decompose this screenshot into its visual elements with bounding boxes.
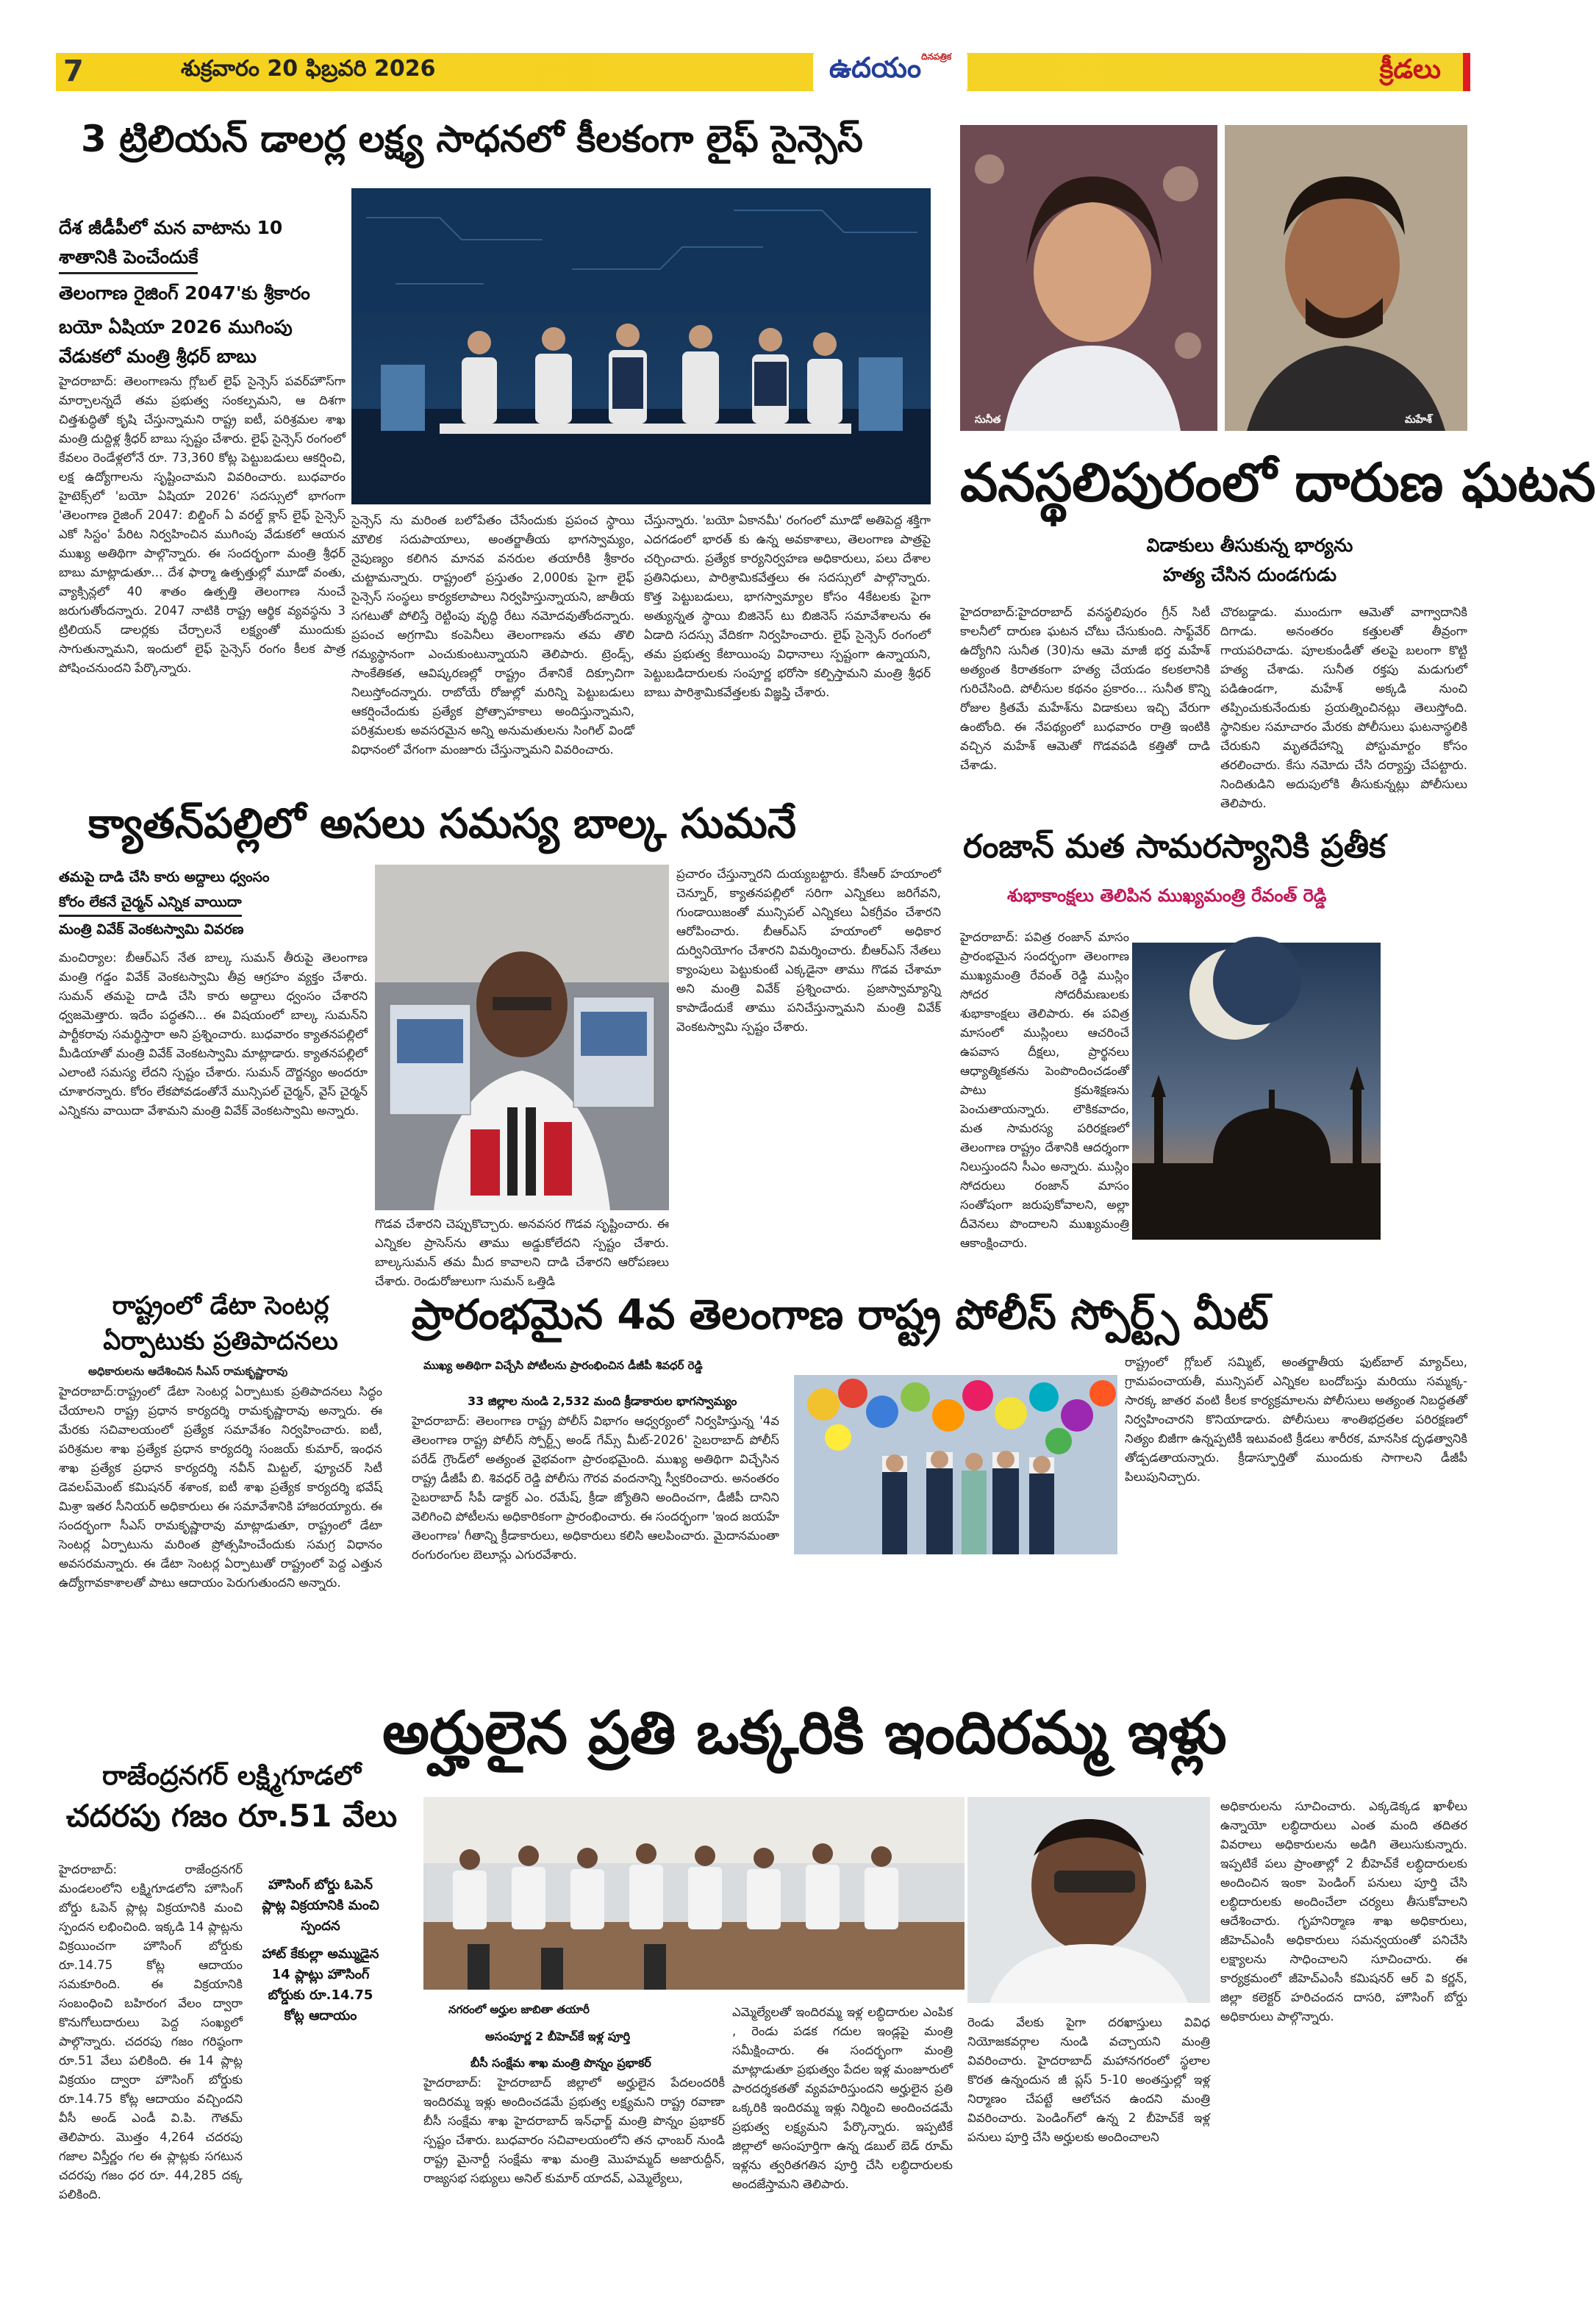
- story5-col-1: హైదరాబాద్:రాష్ట్రంలో డేటా సెంటర్ల ఏర్పాటుకు ప్రతిపాదనలు సిద్ధం చేయాలని రాష్ట్ర ప్రధాన కార్యదర్శి రామకృష్ణారావు అన్నారు. ఈ మేరకు సచివాలయంలో ప్రత్యేక సమావేశం నిర్వహించారు. ఐటీ, పరిశ్రమల శాఖ ప్రత్యేక ప్రధాన కార్యదర్శి సంజయ్ కుమార్, ఇంధన శాఖ ప్రత్యేక ప్రధాన కార్యదర్శి నవీన్ మిట్టల్, ఫ్యూచర్ సిటీ డెవలప్‌మెంట్ కమిషనర్ శశాంక, ఐటీ శాఖ ప్రత్యేక కార్యదర్శి భవేష్ మిశ్రా ఇతర సీనియర్ అధికారులు ఈ సమావేశానికి హాజరయ్యారు. ఈ సందర్భంగా సీఎస్ రామకృష్ణారావు మాట్లాడుతూ, రాష్ట్రంలో డేటా సెంటర్ల ఏర్పాటును మరింత ప్రోత్సహించేందుకు సమగ్ర విధానం అవసరమన్నారు. ఈ డేటా సెంటర్ల ఏర్పాటుతో రాష్ట్రంలో పెద్ద ఎత్తున ఉద్యోగావకాశాలతో పాటు ఆదాయం పెరుగుతుందని అన్నారు.: [59, 1385, 382, 1590]
- story8-headline: [59, 1757, 404, 1837]
- story6-subhead-1: ముఖ్య అతిథిగా విచ్చేసి పోటీలను ప్రారంభించిన డీజీపీ శివధర్ రెడ్డి: [423, 1359, 703, 1372]
- ramadan-moon-photo: [1132, 943, 1381, 1240]
- story1-col-3: చేస్తున్నారు. 'బయో ఏకానమీ' రంగంలో మూడో అతిపెద్ద శక్తిగా ఎదగడంలో భారత్ కు ఉన్న అవకాశాలు, తెలంగాణ పాత్రపై చర్చించారు. ప్రత్యేక కార్యనిర్వహణ అధికారులు, పలు దేశాల ప్రతినిధులు, పారిశ్రామికవేత్తలు ఈ సదస్సులో పాల్గొన్నారు. కొత్త పెట్టుబడులు, భాగస్వామ్యాల కోసం 4కేటలకు పైగా అత్యున్నత స్థాయి బిజినెస్ టు బిజినెస్ సమావేశాలను ఈ ఏడాది సదస్సు వేదికగా నిర్వహించారు. లైఫ్ సైన్సెస్ రంగంలో తమ ప్రభుత్వ కేటాయింపు విధానాలు స్పష్టంగా ఉన్నాయని, పెట్టుబడిదారులకు సంపూర్ణ భరోసా కల్పిస్తామని మంత్రి శ్రీధర్ బాబు పారిశ్రామికవేత్తలకు విజ్ఞప్తి చేశారు.: [644, 513, 931, 699]
- logo-tagline: దినపత్రిక: [921, 51, 952, 62]
- story1-sub-1: దేశ జీడీపీలో మన వాటాను 10: [59, 217, 283, 238]
- story8-box-line-6: బోర్డుకు రూ.14.75: [268, 1987, 373, 2003]
- accused-caption: మహేశ్: [1405, 414, 1432, 426]
- section-name: క్రీడలు: [1379, 54, 1441, 85]
- story1-col-1: హైదరాబాద్: తెలంగాణను గ్లోబల్ లైఫ్ సైన్సెస్ పవర్‌హౌస్‌గా మార్చాలన్నదే తమ ప్రభుత్వ సంకల్పమని, ఆ దిశగా చిత్తశుద్ధితో కృషి చేస్తున్నామని రాష్ట్ర ఐటీ, పరిశ్రమల శాఖ మంత్రి దుద్దిళ్ల శ్రీధర్ బాబు స్పష్టం చేశారు. లైఫ్ సైన్సెస్ రంగంలో కేవలం రెండేళ్లలోనే రూ. 73,360 కోట్ల పెట్టుబడులు ఆకర్షించి, లక్ష ఉద్యోగాలను సృష్టించామని వివరించారు. బుధవారం హైటెక్స్‌లో 'బయో ఏషియా 2026' సదస్సులో భాగంగా 'తెలంగాణ రైజింగ్ 2047: బిల్డింగ్ ఏ వరల్డ్ క్లాస్ లైఫ్ సైన్సెస్ ఎకో సిస్టం' పేరిట నిర్వహించిన ముగింపు వేడుకలో ఆయన ముఖ్య అతిథిగా పాల్గొన్నారు. ఈ సందర్భంగా మంత్రి శ్రీధర్ బాబు మాట్లాడుతూ... దేశ ఫార్మా ఉత్పత్తుల్లో మూడో వంతు, వ్యాక్సిన్లలో 40 శాతం ఉత్పత్తి తెలంగాణ నుంచే జరుగుతోందన్నారు. 2047 నాటికి రాష్ట్ర ఆర్థిక వ్యవస్థను 3 ట్రిలియన్ డాలర్లకు చేర్చాలనే లక్ష్యంతో ముందుకు సాగుతున్నామని, ఇందులో లైఫ్ సైన్సెస్ రంగం కీలక పాత్ర పోషించనుందని పేర్కొన్నారు.: [59, 374, 346, 675]
- story8-box-line-7: కోట్ల ఆదాయం: [284, 2008, 357, 2023]
- story2-subheads: [1044, 531, 1456, 590]
- victim-photo: [960, 125, 1217, 431]
- story8-box-line-5: 14 ప్లాట్లు హౌసింగ్: [271, 1967, 370, 1982]
- story1-sub-2: శాతానికి పెంచేందుకే: [59, 243, 198, 274]
- story1-sub-3: తెలంగాణ రైజింగ్ 2047'కు శ్రీకారం: [59, 282, 310, 304]
- story6-col-2: రాష్ట్రంలో గ్లోబల్ సమ్మిట్, అంతర్జాతీయ ఫుట్‌బాల్ మ్యాచ్‌లు, గ్రామపంచాయతీ, మున్సిపల్ ఎన్నికల బందోబస్తు మరియు సమ్మక్క-సారక్క జాతర వంటి కీలక కార్యక్రమాలను పోలీసులు అత్యంత నిబద్ధతతో నిర్వహించారని కొనియాడారు. పోలీసులు శాంతిభద్రతల పరిరక్షణలో నిత్యం బిజీగా ఉన్నప్పటికీ ఇటువంటి క్రీడలు శారీరక, మానసిక దృఢత్వానికి తోడ్పడతాయన్నారు. క్రీడాస్ఫూర్తితో ముందుకు సాగాలని డీజీపీ పిలుపునిచ్చారు.: [1125, 1355, 1467, 1484]
- story6-subhead-2: 33 జిల్లాల నుండి 2,532 మంది క్రీడాకారుల భాగస్వామ్యం: [468, 1394, 737, 1408]
- story3-sub-3: మంత్రి వివేక్ వెంకటస్వామి వివరణ: [59, 921, 244, 937]
- story4-headline: రంజాన్ మత సామరస్యానికి ప్రతీక: [963, 828, 1386, 865]
- story2-col-2: చొరబడ్డాడు. ముందుగా ఆమెతో వాగ్వాదానికి దిగాడు. అనంతరం కత్తులతో తీవ్రంగా గాయపరిచాడు. పూలకుండీతో తలపై బలంగా కొట్టి హత్య చేశాడు. సునీత రక్తపు మడుగులో పడిఉండగా, మహేశ్ అక్కడి నుంచి తప్పించుకునేందుకు ప్రయత్నించినట్లు తెలుస్తోంది. స్థానికుల సమాచారం మేరకు పోలీసులు ఘటనాస్థలికి చేరుకుని మృతదేహాన్ని పోస్టుమార్టం కోసం తరలించారు. కేసు నమోదు చేసి దర్యాప్తు చేపట్టారు. నిందితుడిని అదుపులోకి తీసుకున్నట్లు పోలీసులు తెలిపారు.: [1220, 605, 1467, 810]
- story7-col-4: అధికారులను సూచించారు. ఎక్కడెక్కడ ఖాళీలు ఉన్నాయో లబ్ధిదారులు ఎంత మంది తదితర వివరాలు అధికారులను అడిగి తెలుసుకున్నారు. ఇప్పటికే పలు ప్రాంతాల్లో 2 బీహెచ్‌కే లబ్ధిదారులకు అందించిన ఇంకా పెండింగ్ పనులు పూర్తి చేసి లబ్ధిదారులకు అందించేలా చర్యలు తీసుకోవాలని ఆదేశించారు. గృహనిర్మాణ శాఖ అధికారులు, జీహెచ్ఎంసీ అధికారులు సమన్వయంతో పనిచేసి లక్ష్యాలను సాధించాలని సూచించారు. ఈ కార్యక్రమంలో జీహెచ్ఎంసీ కమిషనర్ ఆర్ వి కర్ణన్, జిల్లా కలెక్టర్ హరిచందన దాసరి, హౌసింగ్ బోర్డు అధికారులు పాల్గొన్నారు.: [1220, 1799, 1467, 2023]
- story7-col-1: హైదరాబాద్: హైదరాబాద్ జిల్లాలో అర్హులైన పేదలందరికీ ఇందిరమ్మ ఇళ్లు అందించడమే ప్రభుత్వ లక్ష్యమని రాష్ట్ర రవాణా బీసీ సంక్షేమ శాఖ హైదరాబాద్ ఇన్‌ఛార్జ్ మంత్రి పొన్నం ప్రభాకర్ స్పష్టం చేశారు. బుధవారం సచివాలయంలోని తన ఛాంబర్ నుండి రాష్ట్ర మైనార్టీ సంక్షేమ శాఖ మంత్రి మొహమ్మద్ అజారుద్దీన్, రాజ్యసభ సభ్యులు అనిల్ కుమార్ యాదవ్, ఎమ్మెల్యేలు,: [423, 2076, 725, 2185]
- biotech-summit-photo: [351, 188, 931, 504]
- story3-sub-1: తమపై దాడి చేసి కారు అద్దాలు ధ్వంసం: [59, 869, 270, 885]
- story3-col-2: గొడవ చేశారని చెప్పుకొచ్చారు. అనవసర గొడవ సృష్టించారు. ఈ ఎన్నికల ప్రాసెస్‌ను తాము అడ్డుకోలేదని స్పష్టం చేశారు. బాల్కసుమన్ తమ మీద కావాలని దాడి చేశారని ఆరోపణలు చేశారు. రెండురోజులుగా సుమన్ ఒత్తిడి: [375, 1217, 669, 1288]
- accused-photo: [1225, 125, 1467, 431]
- story2-sub-1: విడాకులు తీసుకున్న భార్యను: [1146, 535, 1353, 556]
- story7-col-3: రెండు వేలకు పైగా దరఖాస్తులు వివిధ నియోజకవర్గాల నుండి వచ్చాయని మంత్రి వివరించారు. హైదరాబాద్ మహానగరంలో స్థలాల కొరత ఉన్నందున జీ ప్లస్ 5-10 అంతస్తుల్లో ఇళ్ల నిర్మాణం చేపట్టే ఆలోచన ఉందని మంత్రి వివరించారు. పెండింగ్‌లో ఉన్న 2 బీహెచ్‌కే ఇళ్ల పనులు పూర్తి చేసి అర్హులకు అందించాలని: [967, 2015, 1210, 2144]
- header-red-edge: [1463, 53, 1470, 91]
- story7-photo-caption: నగరంలో అర్హుల జాబితా తయారీ: [448, 2003, 590, 2016]
- story3-sub-2: కోరం లేకనే చైర్మన్ ఎన్నిక వాయిదా: [59, 890, 242, 917]
- story8-headline-2: చదరపు గజం రూ.51 వేలు: [65, 1798, 398, 1834]
- story6-col-1: హైదరాబాద్: తెలంగాణ రాష్ట్ర పోలీస్ విభాగం ఆధ్వర్యంలో నిర్వహిస్తున్న '4వ తెలంగాణ రాష్ట్ర పోలీస్ స్పోర్ట్స్ అండ్ గేమ్స్ మీట్-2026' సైబరాబాద్ పోలీస్ పరేడ్ గ్రౌండ్‌లో అత్యంత వైభవంగా ప్రారంభమైంది. ముఖ్య అతిథిగా విచ్చేసిన రాష్ట్ర డీజీపీ బి. శివధర్ రెడ్డి పోలీసు గౌరవ వందనాన్ని స్వీకరించారు. అనంతరం సైబరాబాద్ సీపీ డాక్టర్ ఎం. రమేష్, క్రీడా జ్యోతిని అందించగా, డీజీపీ దానిని వెలిగించి పోటీలను అధికారికంగా ప్రారంభించారు. ఈ సందర్భంగా 'ఇంద జయహే తెలంగాణ' గీతాన్ని క్రీడాకారులు, అధికారులు కలిసి ఆలపించారు. మైదానమంతా రంగురంగుల బెలూన్లు ఎగురవేశారు.: [412, 1414, 779, 1562]
- story8-highlight-box: [247, 1875, 394, 2026]
- story5-caption: అధికారులను ఆదేశించిన సీఎస్ రామకృష్ణారావు: [88, 1365, 288, 1378]
- story4-col-1: హైదరాబాద్: పవిత్ర రంజాన్ మాసం ప్రారంభమైన సందర్భంగా తెలంగాణ ముఖ్యమంత్రి రేవంత్ రెడ్డి ముస్లిం సోదర సోదరీమణులకు శుభాకాంక్షలు తెలిపారు. ఈ పవిత్ర మాసంలో ముస్లింలు ఆచరించే ఉపవాస దీక్షలు, ప్రార్థనలు ఆధ్యాత్మికతను పెంపొందించడంతో పాటు క్రమశిక్షణను పెంచుతాయన్నారు. లౌకికవాదం, మత సామరస్య పరిరక్షణలో తెలంగాణ రాష్ట్రం దేశానికి ఆదర్శంగా నిలుస్తుందని సీఎం అన్నారు. ముస్లిం సోదరులు రంజాన్ మాసం సంతోషంగా జరుపుకోవాలని, అల్లా దీవెనలు పొందాలని ముఖ్యమంత్రి ఆకాంక్షించారు.: [960, 930, 1129, 1250]
- story8-box-line-2: ప్లాట్ల విక్రయానికి మంచి: [262, 1898, 379, 1913]
- story7-headline: అర్హులైన ప్రతి ఒక్కరికి ఇందిరమ్మ ఇళ్లు: [382, 1698, 1227, 1767]
- sports-meet-photo: [794, 1375, 1117, 1554]
- story8-box-line-4: హాట్ కేకుల్లా అమ్ముడైన: [262, 1946, 379, 1962]
- story7-col-2: ఎమ్మెల్యేలతో ఇందిరమ్మ ఇళ్ల లబ్ధిదారుల ఎంపిక , రెండు పడక గదుల ఇండ్లపై మంత్రి సమీక్షించారు. ఈ సందర్భంగా మంత్రి మాట్లాడుతూ ప్రభుత్వం పేదల ఇళ్ల మంజూరులో పారదర్శకతతో వ్యవహరిస్తుందని అర్హులైన ప్రతి ఒక్కరికి ఇందిరమ్మ ఇళ్లు నిర్మించి అందించడమే ప్రభుత్వ లక్ష్యమని పేర్కొన్నారు. ఇప్పటికే జిల్లాలో అసంపూర్తిగా ఉన్న డబుల్ బెడ్ రూమ్ ఇళ్లను త్వరితగతిన పూర్తి చేసి లబ్ధిదారులకు అందజేస్తామని తెలిపారు.: [732, 2005, 953, 2191]
- newspaper-logo: [813, 51, 967, 93]
- story1-col-2: సైన్సెస్ ను మరింత బలోపేతం చేసేందుకు ప్రపంచ స్థాయి మౌలిక సదుపాయాలు, అంతర్జాతీయ భాగస్వామ్యం, నైపుణ్యం కలిగిన మానవ వనరుల తయారీకి శ్రీకారం చుట్టామన్నారు. రాష్ట్రంలో ప్రస్తుతం 2,000కు పైగా లైఫ్ సైన్సెస్ సంస్థలు కార్యకలాపాలు నిర్వహిస్తున్నాయని, జాతీయ సగటుతో పోలిస్తే రెట్టింపు వృద్ధి రేటు నమోదవుతోందన్నారు. ప్రపంచ అగ్రగామి కంపెనీలు తెలంగాణను తమ తొలి గమ్యస్థానంగా ఎంచుకుంటున్నాయని తెలిపారు. ట్రెండ్స్, సాంకేతికత, ఆవిష్కరణల్లో రాష్ట్రం దేశానికే దిక్సూచిగా నిలుస్తోందన్నారు. రాబోయే రోజుల్లో మరిన్ని పెట్టుబడులు ఆకర్షించేందుకు ప్రత్యేక ప్రోత్సాహకాలు అందిస్తున్నామని, పరిశ్రమలకు అవసరమైన అన్ని అనుమతులను సింగిల్ విండో విధానంలో వేగంగా మంజూరు చేస్తున్నామని వివరించారు.: [351, 513, 634, 757]
- story3-subheads: [59, 865, 368, 942]
- story3-col-1: మంచిర్యాల: బీఆర్ఎస్ నేత బాల్క సుమన్ తీరుపై తెలంగాణ మంత్రి గడ్డం వివేక్ వెంకటస్వామి తీవ్ర ఆగ్రహం వ్యక్తం చేశారు. సుమన్ తమపై దాడి చేసి కారు అద్దాలు ధ్వంసం చేశారని ధ్వజమెత్తారు. ఇదేం పద్ధతని... ఈ విషయంలో బాల్క సుమన్‌ని పార్టీకరావు సమర్థిస్తారా అని ప్రశ్నించారు. బుధవారం క్యాతనపల్లిలో మీడియాతో మంత్రి వివేక్ వెంకటస్వామి మాట్లాడారు. క్యాతనపల్లిలో ఎలాంటి సమస్య లేదని స్పష్టం చేశారు. సుమన్ దౌర్జన్యం అందరూ చూశారన్నారు. కోరం లేకపోవడంతోనే మున్సిపల్ చైర్మన్, వైస్ చైర్మన్ ఎన్నికను వాయిదా వేశామని మంత్రి వివేక్ వెంకటస్వామి అన్నారు.: [59, 951, 368, 1118]
- story7-subhead-2: బీసీ సంక్షేమ శాఖ మంత్రి పొన్నం ప్రభాకర్: [470, 2056, 651, 2070]
- story2-headline: వనస్థలిపురంలో దారుణ ఘటన: [960, 451, 1596, 513]
- story3-headline: క్యాతన్‌పల్లిలో అసలు సమస్య బాల్క సుమనే: [88, 800, 797, 848]
- story3-col-3: ప్రచారం చేస్తున్నారని దుయ్యబట్టారు. కేసీఆర్ హయాంలో చెన్నూర్, క్యాతనపల్లిలో సరిగా ఎన్నికలు జరిగేవని, గుండాయిజంతో మున్సిపల్ ఎన్నికలు ఏకగ్రీవం చేశారని ఆరోపించారు. బీఆర్ఎస్ హయాంలో అధికార దుర్వినియోగం చేశారని విమర్శించారు. బీఆర్ఎస్ నేతలు క్యాంపులు పెట్టుకుంటే ఎక్కడైనా తాము గొడవ చేశామా అని మంత్రి వివేక్ ప్రశ్నించారు. ప్రజాస్వామ్యాన్ని కాపాడేందుకే తాము పనిచేస్తున్నామని మంత్రి వివేక్ వెంకటస్వామి స్పష్టం చేశారు.: [676, 867, 941, 1034]
- story5-headline-text: రాష్ట్రంలో డేటా సెంటర్ల ఏర్పాటుకు ప్రతిపాదనలు: [103, 1291, 338, 1356]
- story8-box-line-1: హౌసింగ్ బోర్డు ఓపెన్: [268, 1877, 373, 1893]
- story1-sub-5: వేడుకలో మంత్రి శ్రీధర్ బాబు: [59, 346, 257, 367]
- story1-subheads: [59, 213, 346, 371]
- minister-press-photo: [375, 865, 669, 1210]
- housing-review-meeting-photo: [423, 1797, 965, 1990]
- story2-col-1: హైదరాబాద్:హైదరాబాద్ వనస్థలిపురం గ్రీన్ సిటీ కాలనీలో దారుణ ఘటన చోటు చేసుకుంది. సాఫ్ట్‌వేర్ ఉద్యోగిని సునీత (30)ను ఆమె మాజీ భర్త మహేశ్ అత్యంత కిరాతకంగా హత్య చేయడం కలకలానికి గురిచేసింది. పోలీసుల కథనం ప్రకారం... సునీత కొన్ని రోజుల క్రితమే మహేశ్‌ను విడాకులు ఇచ్చి వేరుగా ఉంటోంది. ఈ నేపథ్యంలో బుధవారం రాత్రి ఇంటికి వచ్చిన మహేశ్ ఆమెతో గొడవపడి కత్తితో దాడి చేశాడు.: [960, 605, 1210, 772]
- victim-caption: సునీత: [975, 414, 1001, 426]
- story1-headline: 3 ట్రిలియన్ డాలర్ల లక్ష్య సాధనలో కీలకంగా లైఫ్ సైన్సెస్: [81, 118, 863, 160]
- story8-headline-1: రాజేంద్రనగర్ లక్ష్మిగూడలో: [101, 1761, 361, 1791]
- story1-sub-4: బయో ఏషియా 2026 ముగింపు: [59, 316, 293, 337]
- story7-subhead-1: అసంపూర్ణ 2 బీహెచ్‌కే ఇళ్ల పూర్తి: [485, 2029, 631, 2043]
- issue-date: శుక్రవారం 20 ఫిబ్రవరి 2026: [181, 56, 436, 82]
- story4-subhead: శుభాకాంక్షలు తెలిపిన ముఖ్యమంత్రి రేవంత్ రెడ్డి: [1007, 885, 1327, 906]
- masthead-strip: [56, 53, 1470, 91]
- story5-headline: [59, 1288, 382, 1359]
- story2-sub-2: హత్య చేసిన దుండగుడు: [1163, 564, 1336, 585]
- minister-ponnam-photo: [967, 1797, 1210, 2003]
- logo-text: ఉదయం: [829, 51, 922, 84]
- story8-box-line-3: స్పందన: [301, 1918, 340, 1934]
- story8-col-1: హైదరాబాద్: రాజేంద్రనగర్ మండలంలోని లక్ష్మిగూడలోని హౌసింగ్ బోర్డు ఓపెన్ ప్లాట్ల విక్రయానికి మంచి స్పందన లభించింది. ఇక్కడి 14 ప్లాట్లను విక్రయించగా హౌసింగ్ బోర్డుకు రూ.14.75 కోట్ల ఆదాయం సమకూరింది. ఈ విక్రయానికి సంబంధించి బహిరంగ వేలం ద్వారా కొనుగోలుదారులు పెద్ద సంఖ్యలో పాల్గొన్నారు. చదరపు గజం గరిష్ఠంగా రూ.51 వేలు పలికింది. ఈ 14 ప్లాట్ల విక్రయం ద్వారా హౌసింగ్ బోర్డుకు రూ.14.75 కోట్ల ఆదాయం వచ్చిందని వీసీ అండ్ ఎండీ వి.పి. గౌతమ్ తెలిపారు. మొత్తం 4,264 చదరపు గజాల విస్తీర్ణం గల ఈ ప్లాట్లకు సగటున చదరపు గజం ధర రూ. 44,285 దక్క పలికింది.: [59, 1862, 243, 2201]
- story6-headline: ప్రారంభమైన 4వ తెలంగాణ రాష్ట్ర పోలీస్ స్పోర్ట్స్ మీట్: [412, 1291, 1269, 1339]
- page-number: 7: [63, 54, 84, 88]
